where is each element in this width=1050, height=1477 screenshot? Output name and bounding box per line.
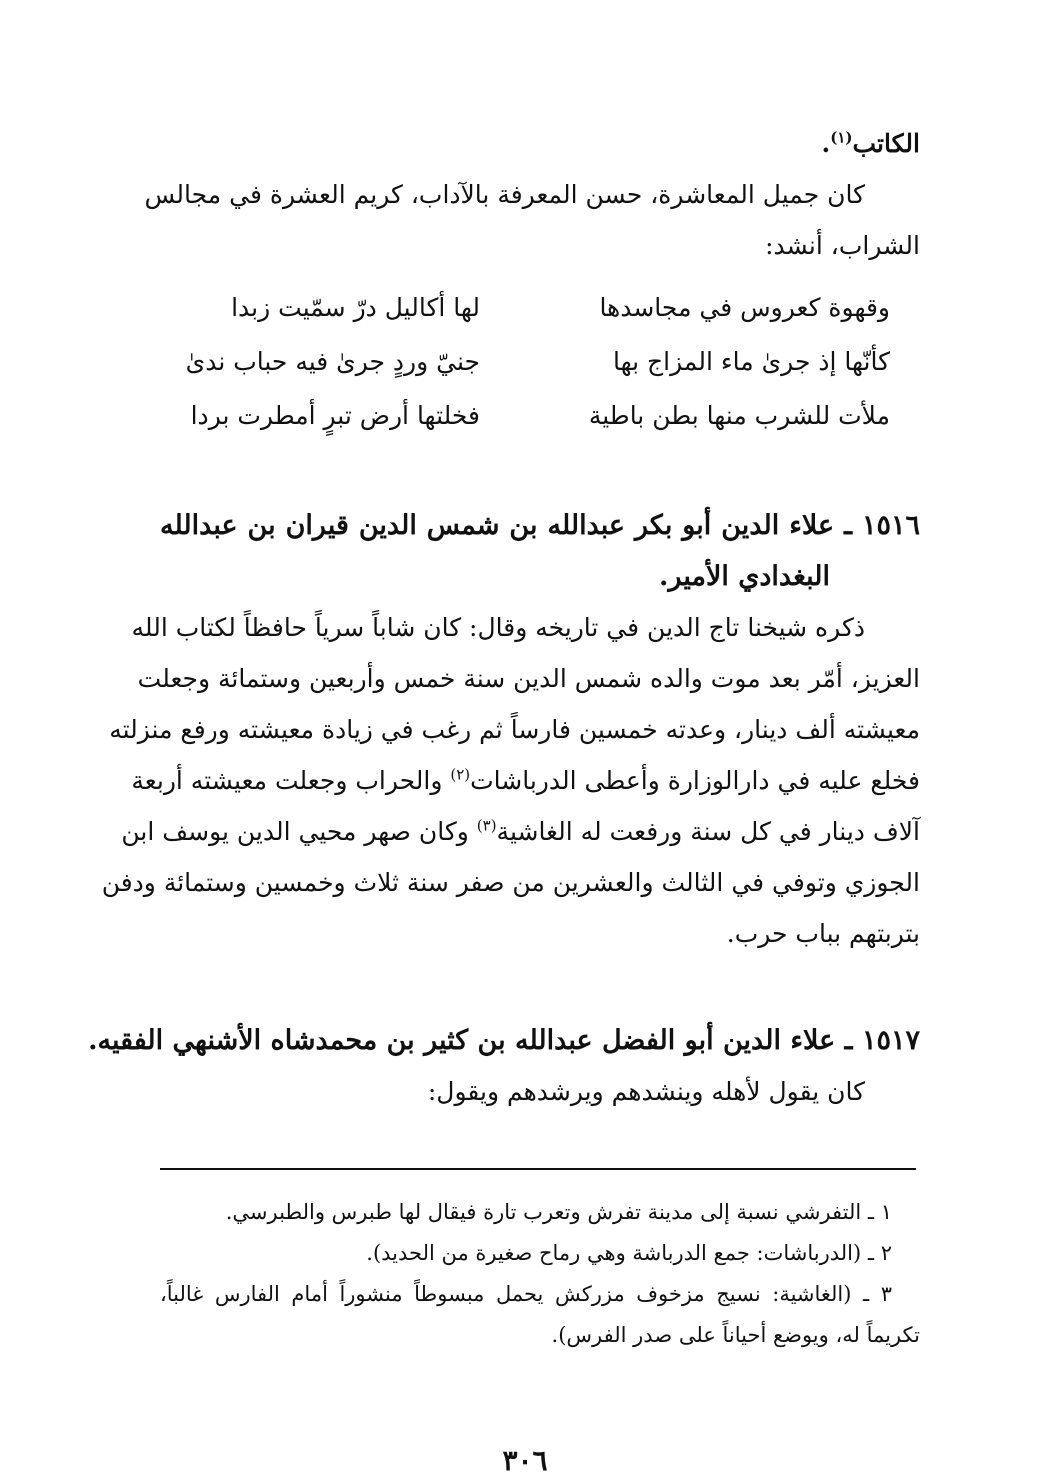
intro-line: الشراب، أنشد:: [765, 231, 920, 260]
intro-line: كان جميل المعاشرة، حسن المعرفة بالآداب، كريم العشرة في مجالس: [144, 180, 865, 209]
footnote: ١ ـ التفرشي نسبة إلى مدينة تفرش وتعرب تارة فيقال لها طبرس والطبرسي.: [225, 1200, 892, 1224]
body-line: الجوزي وتوفي في الثالث والعشرين من صفر سنة ثلاث وخمسين وستمائة ودفن: [101, 868, 920, 897]
body-text: فخلع عليه في دارالوزارة وأعطى الدرباشات: [470, 766, 920, 795]
verse-line: [160, 389, 890, 443]
footnote-marker[interactable]: (٢): [450, 765, 471, 784]
entry-title-word: الكاتب: [852, 129, 920, 158]
entry-1517: [88, 1015, 920, 1117]
footnote-continued: تكريماً له، ويوضع أحياناً على صدر الفرس).: [551, 1323, 920, 1347]
body-line: معيشته ألف دينار، وعدته خمسين فارساً ثم رغب في زيادة معيشته ورفع منزلته: [109, 715, 920, 744]
entry-heading: ١٥١٦ ـ علاء الدين أبو بكر عبدالله بن شمس الدين قيران بن عبدالله: [160, 510, 920, 541]
verse-second-hemistich: لها أكاليل درّ سمّيت زبدا: [231, 293, 480, 322]
verse-first-hemistich: ملأت للشرب منها بطن باطية: [588, 401, 890, 430]
body-text: وكان صهر محيي الدين يوسف ابن: [121, 817, 477, 846]
entry-heading: ١٥١٧ ـ علاء الدين أبو الفضل عبدالله بن كثير بن محمدشاه الأشنهي الفقيه.: [88, 1025, 920, 1056]
footnote-marker[interactable]: (١): [830, 128, 853, 147]
footnote-marker[interactable]: (٣): [476, 816, 497, 835]
verse-second-hemistich: فخلتها أرض تبرٍ أمطرت بردا: [190, 401, 480, 430]
body-line: [121, 806, 920, 857]
page-number: ٣٠٦: [502, 1444, 548, 1477]
entry-title-ending: [160, 118, 920, 169]
entry-heading-continued: البغدادي الأمير.: [659, 561, 830, 592]
verse-first-hemistich: كأنّها إذ جرىٰ ماء المزاج بها: [612, 347, 890, 376]
verse-line: [160, 335, 890, 389]
entry-1516: [101, 500, 920, 959]
body-line: كان يقول لأهله وينشدهم ويرشدهم ويقول:: [427, 1077, 865, 1106]
body-line: العزيز، أمّر بعد موت والده شمس الدين سنة خمس وأربعين وستمائة وجعلت: [137, 664, 920, 693]
poem: [160, 281, 890, 443]
previous-entry-continuation: [144, 118, 920, 271]
entry-title-period: .: [821, 129, 831, 158]
body-line: [131, 755, 920, 806]
footnote: ٣ ـ (الغاشية: نسيج مزخوف مزركش يحمل مبسوطاً منشوراً أمام الفارس غالباً،: [160, 1282, 892, 1306]
body-text: آلاف دينار في كل سنة ورفعت له الغاشية: [496, 817, 920, 846]
footnote: ٢ ـ (الدرباشات: جمع الدرباشة وهي رماح صغيرة من الحديد).: [366, 1241, 892, 1265]
body-line: ذكره شيخنا تاج الدين في تاريخه وقال: كان شاباً سرياً حافظاً لكتاب الله: [131, 613, 865, 642]
footnotes: [160, 1192, 920, 1356]
body-text: والحراب وجعلت معيشته أربعة: [131, 766, 451, 795]
body-line: بتربتهم بباب حرب.: [726, 919, 920, 948]
verse-second-hemistich: جنيّ وردٍ جرىٰ فيه حباب ندىٰ: [185, 347, 480, 376]
verse-first-hemistich: وقهوة كعروس في مجاسدها: [599, 293, 890, 322]
footnote-divider: [160, 1168, 916, 1170]
verse-line: [160, 281, 890, 335]
